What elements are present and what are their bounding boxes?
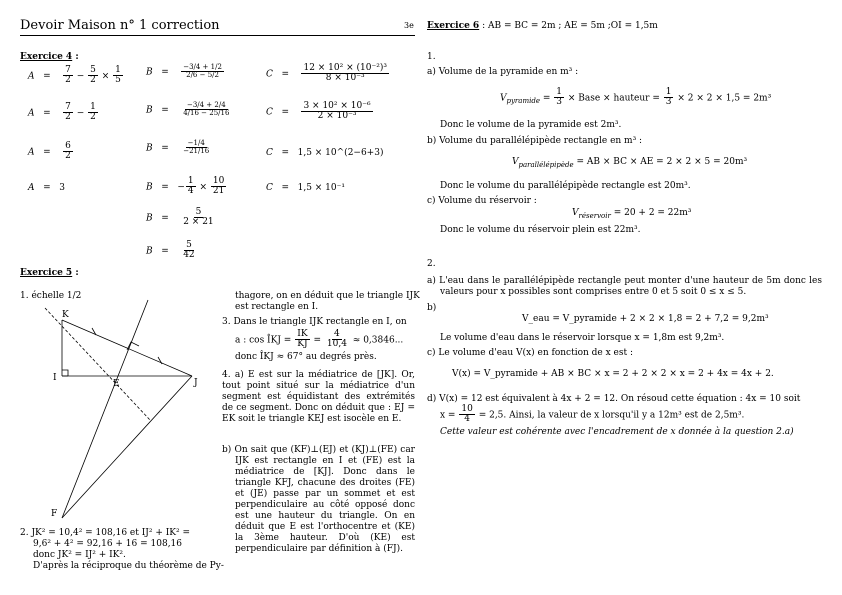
ex4-c-row2: C = $\frac{\text{3 × 10² × 10⁻⁶}}{\text{2 × 10⁻³}}$ [266,101,371,122]
ex5-heading: Exercice 5 : [20,268,79,278]
ex4-b-row4: B = − $\frac{1}{4}$ × $\frac{10}{21}$ [146,176,225,197]
ex5-item3: 3. Dans le triangle IJK rectangle en I, on a : cos ÎKJ = $\frac{IK}{KJ}$ = $\frac{4}{10,4}$ ≈ 0,3846... donc ÎKJ ≈ 67° au degrés près. [222,317,407,362]
label-E: E [113,379,120,389]
ex5-item4a: 4. a) E est sur la médiatrice de [JK]. Or, tout point situé sur la médiatrice d'un segment est équidistant des extrémités de ce segment. Donc on déduit que : EJ = EK soit le triangle KEJ est isocèle en E. [222,370,415,424]
ex4-b-row6: B = $\frac{5}{42}$ [146,240,195,261]
ex5-item2: 2. JK² = 10,4² = 108,16 et IJ² + IK² = 9,6² + 4² = 92,16 + 16 = 108,16 donc JK² = IJ² + IK². D'après la réciproque du théorème de Py- [20,528,224,571]
ex6-a-heading: a) Volume de la pyramide en m³ : [427,67,579,77]
ex6-p2-d-line1: d) V(x) = 12 est équivalent à 4x + 2 = 12. On résoud cette équation : 4x = 10 soit [427,394,801,404]
ex4-b-row5: B = $\frac{5}{2 \times 21}$ [146,207,214,228]
ex4-a-row3: A = $\frac{6}{2}$ [28,141,71,162]
right-angle-I [62,370,68,376]
ex4-heading: Exercice 4 : [20,52,79,62]
ex6-p2-a: a) L'eau dans le parallélépipède rectangle peut monter d'une hauteur de 5m donc les valeurs pour x possibles sont comprises entre 0 et 5 soit 0 ≤ x ≤ 5. [427,276,822,297]
label-I: I [53,373,57,383]
ex4-c-row1: C = $\frac{\text{12 × 10² × (10⁻²)³}}{\text{8 × 10⁻³}}$ [266,63,387,84]
ex6-heading: Exercice 6 : AB = BC = 2m ; AE = 5m ;OI = 1,5m [427,21,658,31]
ex4-c-row4: C = 1,5 × 10⁻¹ [266,183,345,193]
ex4-b-row1: B = $\frac{-3/4 + 1/2}{2/6 - 5/2}$ [146,63,222,80]
ex5-item1: 1. échelle 1/2 [20,291,82,301]
label-J: J [194,378,198,388]
ex6-p2-b-label: b) [427,303,437,313]
class-label: 3e [404,21,414,30]
ex5-item4b: b) On sait que (KF)⊥(EJ) et (KJ)⊥(FE) car IJK est rectangle en I et (FE) est la médiatrice de [KJ]. Donc dans le triangle KFJ, chacune des droites (FE) et (JE) passe par un sommet et est perpendiculaire au côté opposé donc est une hauteur du triangle. On en déduit que E est l'orthocentre et (KE) la 3ème hauteur. D'où (KE) est perpendiculaire par définition à (FJ). [222,445,415,554]
ex6-p2-c-equation: V(x) = V_pyramide + AB × BC × x = 2 + 2 × 2 × x = 2 + 4x = 4x + 2. [452,369,774,379]
ex4-c-row3: C = 1,5 × 10^(2−6+3) [266,148,384,158]
ex6-a-conclusion: Donc le volume de la pyramide est 2m³. [440,120,622,130]
ex6-a-equation: $V_{pyramide}$ = $\frac{1}{3}$ × Base × hauteur = $\frac{1}{3}$ × 2 × 2 × 1,5 = 2m³ [500,87,772,108]
line-FE [62,300,148,518]
ex6-b-conclusion: Donc le volume du parallélépipède rectangle est 20m³. [440,181,691,191]
label-K: K [62,310,69,320]
ex4-b-row2: B = $\frac{-3/4 + 2/4}{4/16 - 25/16}$ [146,101,230,118]
label-F: F [51,509,58,519]
ex6-part1: 1. [427,52,436,62]
ex6-c-heading: c) Volume du réservoir : [427,196,537,206]
ex6-b-equation: $V_{parallélépipède}$ = AB × BC × AE = 2 × 2 × 5 = 20m³ [512,157,748,169]
segment-FJ [62,376,192,518]
ex6-p2-b-conclusion: Le volume d'eau dans le réservoir lorsque x = 1,8m est 9,2m³. [440,333,725,343]
ex6-p2-d-note: Cette valeur est cohérente avec l'encadrement de x donnée à la question 2.a) [440,427,794,437]
ex6-c-conclusion: Donc le volume du réservoir plein est 22m³. [440,225,641,235]
ex6-part2: 2. [427,259,436,269]
ex6-c-equation: $V_{réservoir} = 20 + 2 = 22m^3$ [572,208,692,220]
ex4-a-row1: A = $\frac{7}{2}$ − $\frac{5}{2}$ × $\frac{1}{5}$ [28,65,121,86]
ex6-p2-c-heading: c) Le volume d'eau V(x) en fonction de x est : [427,348,633,358]
ex6-p2-d-line2: x = $\frac{10}{4}$ = 2,5. Ainsi, la valeur de x lorsqu'il y a 12m³ est de 2,5m³. [440,404,745,425]
ex6-p2-b-equation: V_eau = V_pyramide + 2 × 2 × 1,8 = 2 + 7,2 = 9,2m³ [522,314,769,324]
segment-KJ [62,320,192,376]
line-KE-dashed [45,308,150,420]
ex6-b-heading: b) Volume du parallélépipède rectangle en m³ : [427,136,643,146]
ex4-b-row3: B = $\frac{-1/4}{-21/16}$ [146,139,210,156]
ex4-a-row2: A = $\frac{7}{2}$ − $\frac{1}{2}$ [28,102,96,123]
ex5-col2-pythagore: thagore, on en déduit que le triangle IJK est rectangle en I. [235,291,420,312]
page-title: Devoir Maison n° 1 correction [20,18,220,33]
ex4-a-row4: A = 3 [28,183,65,193]
